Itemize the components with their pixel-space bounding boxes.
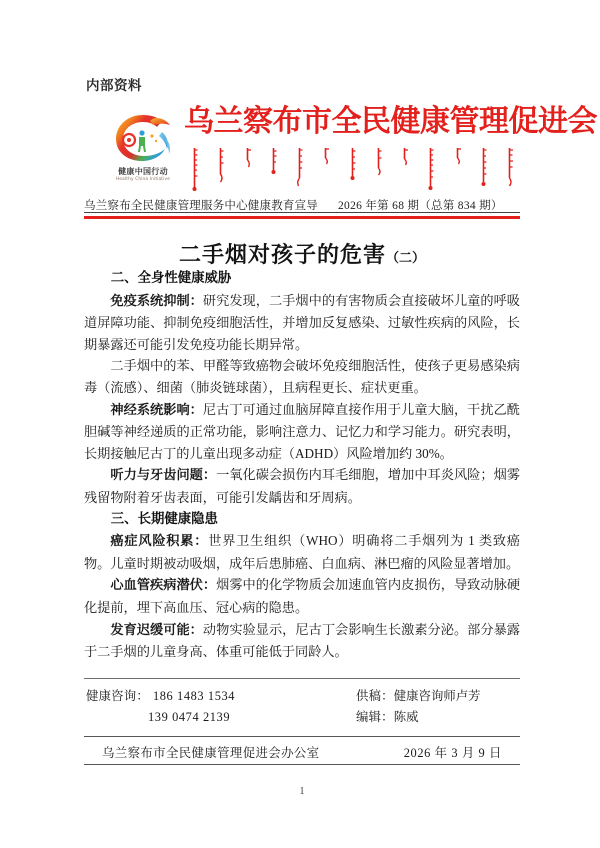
page-title xyxy=(84,238,520,269)
editor-name: 陈威 xyxy=(393,710,419,724)
mongolian-glyph xyxy=(321,146,330,192)
logo-caption-english: Healthy China Initiative xyxy=(116,176,170,181)
logo-caption: 健康中国行动 xyxy=(118,167,168,176)
consult-label: 健康咨询： xyxy=(86,689,149,703)
mongolian-script-title xyxy=(184,146,520,194)
organization-title: 乌兰察布市全民健康管理促进会 xyxy=(184,104,597,139)
article-title-sequence: （二） xyxy=(386,251,426,266)
paragraph-nervous-system xyxy=(84,399,520,465)
contributor-label: 供稿： xyxy=(356,689,394,703)
internal-use-label: 内部资料 xyxy=(86,78,142,94)
paragraph-lead: 发育迟缓可能： xyxy=(110,622,203,638)
mongolian-glyph xyxy=(453,146,462,192)
masthead-rule-thin xyxy=(84,212,520,213)
footer-date: 2026 年 3 月 9 日 xyxy=(403,746,502,760)
paragraph-text: 二手烟中的苯、甲醛等致癌物会破坏免疫细胞活性，使孩子更易感染病毒（流感）、细菌（肺炎链球菌），且病程更长、症状更重。 xyxy=(84,358,520,395)
paragraph-text: 尼古丁可通过血脑屏障直接作用于儿童大脑，干扰乙酰胆碱等神经递质的正常功能，影响注意力、记忆力和学习能力。研究表明，长期接触尼古丁的儿童出现多动症（ADHD）风险增加约 30%。 xyxy=(84,401,520,461)
paragraph-hearing-teeth xyxy=(84,464,520,508)
paragraph-text: 烟雾中的化学物质会加速血管内皮损伤，导致动脉硬化提前，埋下高血压、冠心病的隐患。 xyxy=(84,577,521,615)
editor-label: 编辑： xyxy=(356,710,394,724)
footer-rule-bottom xyxy=(84,764,520,765)
paragraph-text: 世界卫生组织（WHO）明确将二手烟列为 1 类致癌物。儿童时期被动吸烟，成年后患肺癌、白血病、淋巴瘤的风险显著增加。 xyxy=(84,533,520,571)
section-heading-two: 二、全身性健康威胁 xyxy=(110,271,232,286)
mongolian-glyph xyxy=(190,146,199,192)
paragraph-lead: 心血管疾病潜伏： xyxy=(110,578,217,594)
consult-phone-primary: 186 1483 1534 xyxy=(152,689,236,703)
paragraph-cardiovascular xyxy=(84,574,520,618)
paragraph-growth-delay xyxy=(84,619,520,663)
mongolian-glyph xyxy=(426,146,435,192)
paragraph-cancer-risk xyxy=(84,530,520,574)
footer-office-name: 乌兰察布市全民健康管理促进会办公室 xyxy=(102,746,320,760)
section-heading-three: 三、长期健康隐患 xyxy=(110,511,218,527)
organization-logo xyxy=(104,112,182,194)
contact-right-column xyxy=(356,686,520,728)
paragraph-lead: 神经系统影响： xyxy=(110,402,203,418)
subtitle-left: 乌兰察布全民健康管理服务中心健康教育宣导 xyxy=(84,200,318,212)
contributor-name: 健康咨询师卢芳 xyxy=(393,689,481,703)
page-number: 1 xyxy=(299,786,305,797)
consult-phone-row-secondary xyxy=(86,707,336,728)
contact-divider xyxy=(84,678,520,679)
masthead xyxy=(84,104,597,200)
issue-number: 2026 年第 68 期（总第 834 期） xyxy=(338,200,503,212)
paragraph-lead: 癌症风险积累： xyxy=(110,534,209,550)
paragraph-text: 一氧化碳会损伤内耳毛细胞，增加中耳炎风险；烟雾残留物附着牙齿表面，可能引发龋齿和牙周病。 xyxy=(84,467,521,505)
paragraph-lead: 免疫系统抑制： xyxy=(110,293,203,309)
mongolian-glyph xyxy=(295,146,304,192)
mongolian-glyph xyxy=(505,146,514,192)
mongolian-glyph xyxy=(348,146,357,192)
article-title: 二手烟对孩子的危害 xyxy=(178,242,386,268)
paragraph-carcinogen-immune xyxy=(84,355,520,398)
healthy-china-logo-icon xyxy=(112,112,174,164)
page-sheet xyxy=(84,0,597,848)
paragraph-immune xyxy=(84,290,520,356)
mongolian-glyph xyxy=(400,146,409,192)
consult-phone-secondary: 139 0474 2139 xyxy=(148,710,231,724)
masthead-rule-red xyxy=(84,216,520,219)
paragraph-text: 动物实验显示，尼古丁会影响生长激素分泌。部分暴露于二手烟的儿童身高、体重可能低于同龄人。 xyxy=(84,621,520,660)
contact-left-column xyxy=(86,686,336,728)
editor-row xyxy=(356,707,520,728)
footer-row xyxy=(84,741,520,763)
contact-block xyxy=(84,686,520,732)
mongolian-glyph xyxy=(243,146,252,192)
paragraph-lead: 听力与牙齿问题： xyxy=(110,468,217,484)
mongolian-glyph xyxy=(269,146,278,192)
mongolian-glyph xyxy=(479,146,488,192)
contributor-row xyxy=(356,686,520,707)
consult-phone-row-primary xyxy=(86,686,336,707)
paragraph-text: 研究发现，二手烟中的有害物质会直接破坏儿童的呼吸道屏障功能、抑制免疫细胞活性，并增加反复感染、过敏性疾病的风险，长期暴露还可能引发免疫功能长期异常。 xyxy=(84,292,520,352)
footer-rule-top xyxy=(84,736,520,737)
mongolian-glyph xyxy=(374,146,383,192)
article-body xyxy=(84,268,520,663)
mongolian-glyph xyxy=(216,146,225,192)
